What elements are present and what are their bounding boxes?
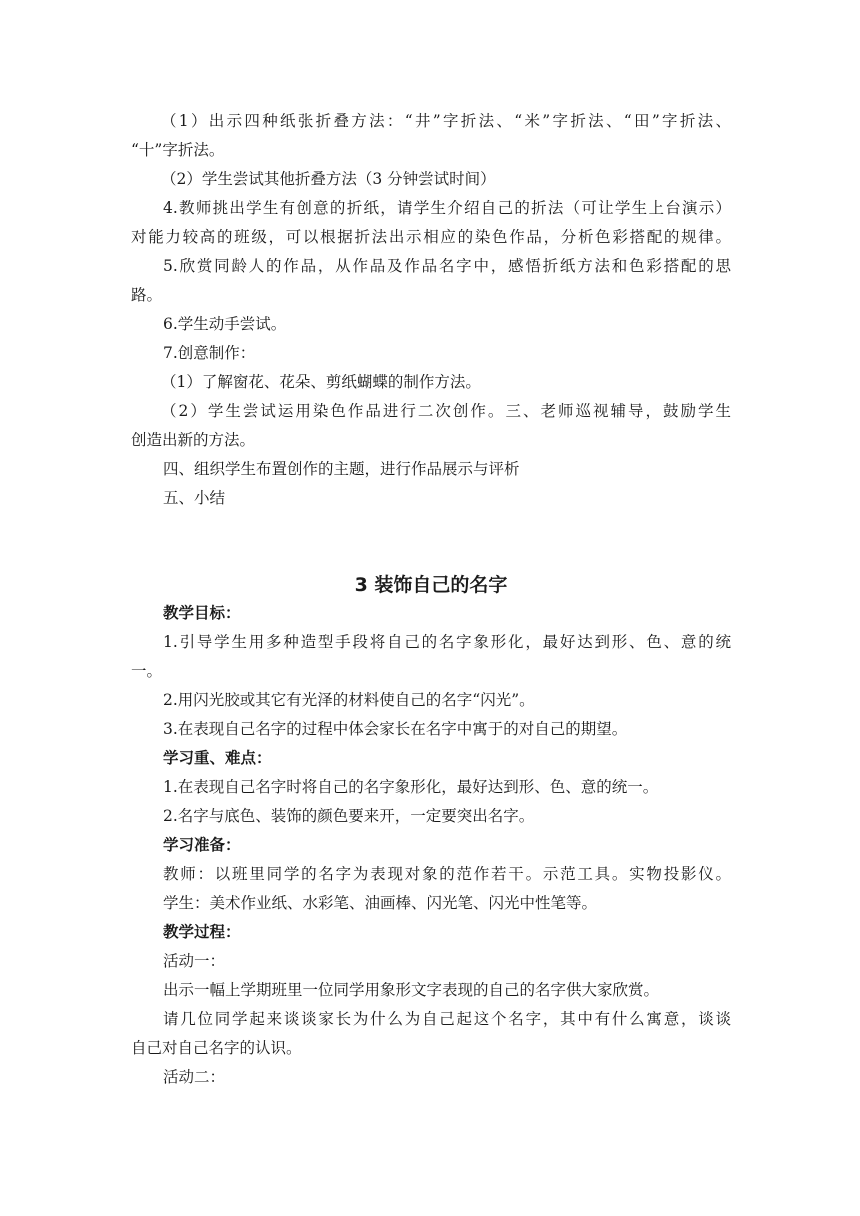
text-line: 出示一幅上学期班里一位同学用象形文字表现的自己的名字供大家欣赏。 <box>163 981 660 999</box>
text-line: 7.创意制作： <box>163 344 256 362</box>
text-line: （1）了解窗花、花朵、剪纸蝴蝶的制作方法。 <box>161 373 481 391</box>
text-line: （2）学生尝试其他折叠方法（3 分钟尝试时间） <box>161 170 496 188</box>
text-line: 4.教师挑出学生有创意的折纸，请学生介绍自己的折法（可让学生上台演示） <box>163 199 731 217</box>
preparation-heading: 学习准备： <box>163 836 241 854</box>
text-line: 活动二： <box>163 1068 226 1086</box>
text-line: 请几位同学起来谈谈家长为什么为自己起这个名字，其中有什么寓意，谈谈 <box>163 1010 731 1028</box>
text-line: 一。 <box>131 662 163 680</box>
text-line: 路。 <box>131 286 163 304</box>
text-line: 五、小结 <box>163 489 226 507</box>
text-line: 四、组织学生布置创作的主题，进行作品展示与评析 <box>163 460 520 478</box>
text-line: （1）出示四种纸张折叠方法：“井”字折法、“米”字折法、“田”字折法、 <box>161 112 731 130</box>
text-line: 教师：以班里同学的名字为表现对象的范作若干。示范工具。实物投影仪。 <box>163 865 731 883</box>
text-line: 1.引导学生用多种造型手段将自己的名字象形化，最好达到形、色、意的统 <box>163 633 731 651</box>
text-line: 对能力较高的班级，可以根据折法出示相应的染色作品，分析色彩搭配的规律。 <box>131 228 731 246</box>
text-line: 活动一： <box>163 952 226 970</box>
text-line: （2）学生尝试运用染色作品进行二次创作。三、老师巡视辅导，鼓励学生 <box>161 402 731 420</box>
text-line: “十”字折法。 <box>131 141 225 159</box>
objectives-heading: 教学目标： <box>163 604 241 622</box>
process-heading: 教学过程： <box>163 923 241 941</box>
lesson-title: 3 装饰自己的名字 <box>354 574 508 596</box>
text-line: 6.学生动手尝试。 <box>163 315 287 333</box>
text-line: 3.在表现自己名字的过程中体会家长在名字中寓于的对自己的期望。 <box>163 720 628 738</box>
text-line: 1.在表现自己名字时将自己的名字象形化，最好达到形、色、意的统一。 <box>163 778 659 796</box>
text-line: 创造出新的方法。 <box>131 431 256 449</box>
text-line: 5.欣赏同龄人的作品，从作品及作品名字中，感悟折纸方法和色彩搭配的思 <box>163 257 731 275</box>
text-line: 2.用闪光胶或其它有光泽的材料使自己的名字“闪光”。 <box>163 691 535 709</box>
text-line: 2.名字与底色、装饰的颜色要来开，一定要突出名字。 <box>163 807 535 825</box>
text-line: 学生：美术作业纸、水彩笔、油画棒、闪光笔、闪光中性笔等。 <box>163 894 598 912</box>
text-line: 自己对自己名字的认识。 <box>131 1039 302 1057</box>
key-points-heading: 学习重、难点： <box>163 749 272 767</box>
